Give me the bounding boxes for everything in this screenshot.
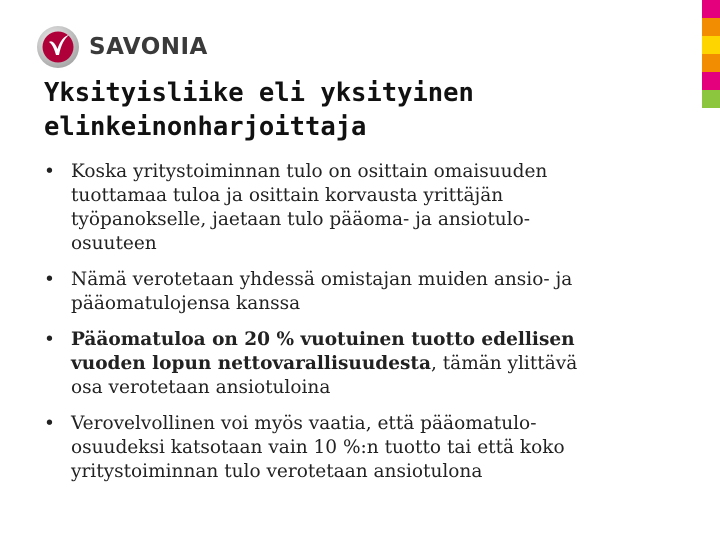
- bullet-marker: •: [44, 269, 55, 290]
- accent-square: [702, 36, 720, 54]
- bullet-text-line: osuudeksi katsotaan vain 10 %:n tuotto tai että koko: [71, 437, 565, 458]
- accent-square: [702, 54, 720, 72]
- bullet-text-line: osa verotetaan ansiotuloina: [71, 377, 331, 398]
- bullet-text-line: tuottamaa tuloa ja osittain korvausta yrittäjän: [71, 185, 504, 206]
- accent-square: [702, 72, 720, 90]
- bullet-text-line: pääomatulojensa kanssa: [71, 293, 301, 314]
- savonia-logo-icon: [36, 25, 80, 69]
- savonia-logo: [36, 24, 208, 70]
- bullet-marker: •: [44, 329, 55, 350]
- bullet-item: [44, 268, 694, 316]
- slide-title-line: elinkeinonharjoittaja: [44, 112, 367, 142]
- slide-title: [44, 76, 684, 144]
- bullet-text-line: osuuteen: [71, 233, 157, 254]
- bullet-marker: •: [44, 161, 55, 182]
- bullet-item: [44, 412, 694, 484]
- bullet-text-line: Nämä verotetaan yhdessä omistajan muiden ansio- ja: [71, 269, 573, 290]
- bullet-text-line: yritystoiminnan tulo verotetaan ansiotulona: [71, 461, 483, 482]
- bullet-bold-text: Pääomatuloa on 20 % vuotuinen tuotto edellisen: [71, 329, 575, 350]
- bullet-text-line: Koska yritystoiminnan tulo on osittain omaisuuden: [71, 161, 548, 182]
- bullet-bold-text: vuoden lopun nettovarallisuudesta: [71, 353, 431, 374]
- bullet-text-line: [71, 328, 694, 352]
- accent-square: [702, 90, 720, 108]
- bullet-text-line: [71, 352, 694, 376]
- bullet-list: [44, 160, 694, 496]
- accent-square: [702, 0, 720, 18]
- brand-name: SAVONIA: [89, 34, 208, 60]
- bullet-item: [44, 160, 694, 256]
- bullet-text-line: Verovelvollinen voi myös vaatia, että pääomatulo-: [71, 413, 537, 434]
- accent-square: [702, 18, 720, 36]
- bullet-text-line: työpanokselle, jaetaan tulo pääoma- ja ansiotulo-: [71, 209, 530, 230]
- accent-color-strip: [702, 0, 720, 108]
- slide-title-line: Yksityisliike eli yksityinen: [44, 78, 474, 108]
- bullet-text-rest: , tämän ylittävä: [430, 353, 578, 374]
- bullet-marker: •: [44, 413, 55, 434]
- bullet-item: [44, 328, 694, 400]
